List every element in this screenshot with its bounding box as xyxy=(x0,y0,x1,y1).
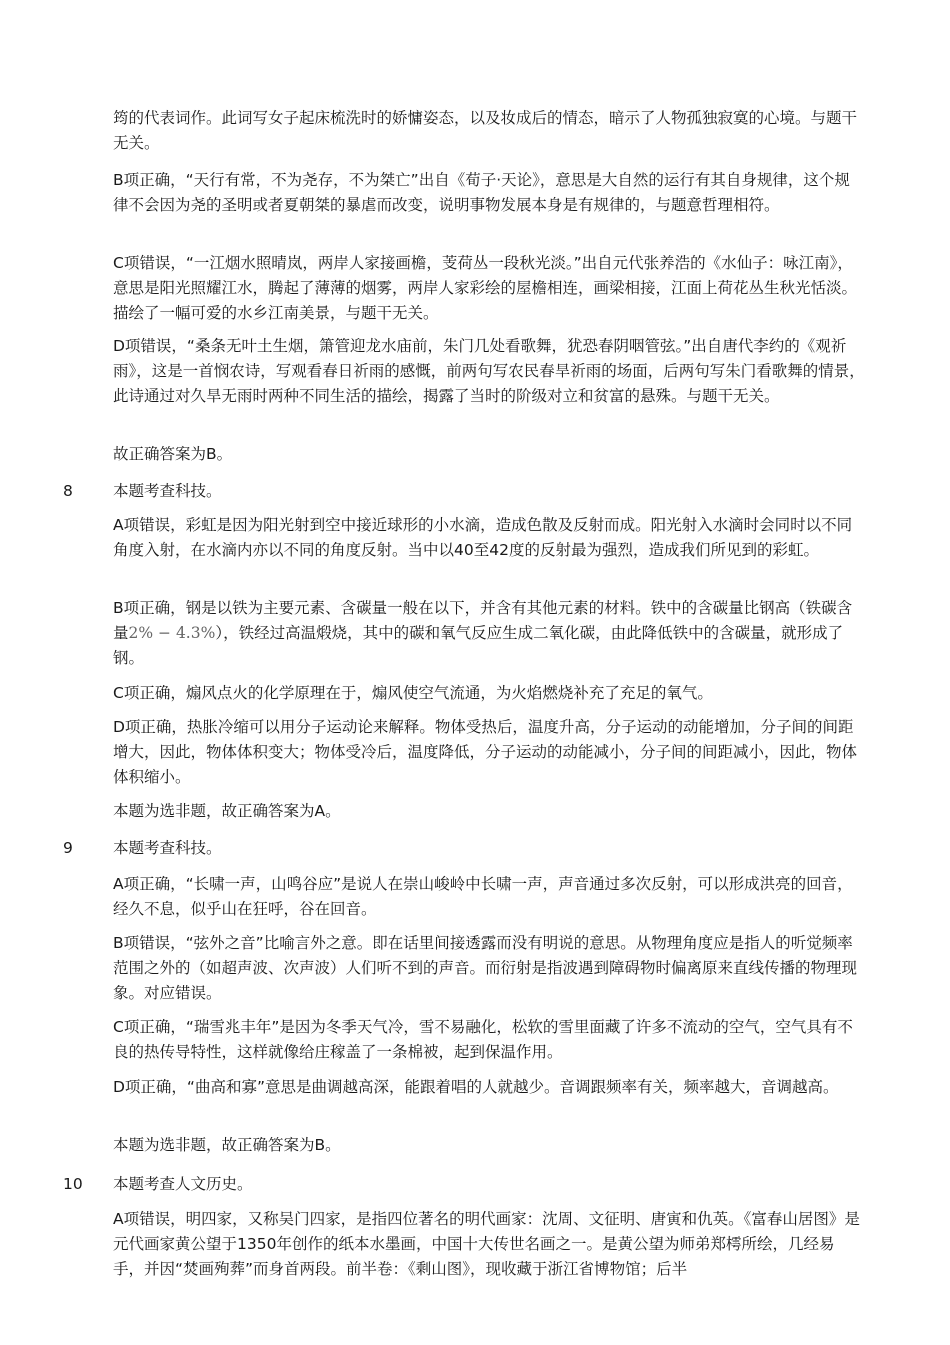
q8-title: 本题考查科技。 xyxy=(113,482,222,500)
q7-option-c: C项错误，“一江烟水照晴岚，两岸人家接画檐，芰荷丛一段秋光淡。”出自元代张养浩的《水仙子：咏江南》，意思是阳光照耀江水，腾起了薄薄的烟雾，两岸人家彩绘的屋檐相连，画梁相接，江面上荷花丛生秋光恬淡。描绘了一幅可爱的水乡江南美景，与题干无关。 xyxy=(113,254,858,322)
q9-option-b: B项错误，“弦外之音”比喻言外之意。即在话里间接透露而没有明说的意思。从物理角度应是指人的听觉频率范围之外的（如超声波、次声波）人们听不到的声音。而衍射是指波遇到障碍物时偏离原来直线传播的物理现象。对应错误。 xyxy=(113,934,858,1002)
q8-option-c: C项正确，煽风点火的化学原理在于，煽风使空气流通，为火焰燃烧补充了充足的氧气。 xyxy=(113,684,713,702)
q8-option-b-text-2: ），铁经过高温煅烧，其中的碳和氧气反应生成二氧化碳，由此降低铁中的含碳量，就形成了钢。 xyxy=(113,624,844,667)
q7-answer: 故正确答案为B。 xyxy=(113,445,233,463)
q8-number: 8 xyxy=(63,482,73,500)
q9-number: 9 xyxy=(63,839,73,857)
q9-option-a: A项正确，“长啸一声，山鸣谷应”是说人在崇山峻岭中长啸一声，声音通过多次反射，可以形成洪亮的回音，经久不息，似乎山在狂呼，谷在回音。 xyxy=(113,875,853,918)
q8-option-b xyxy=(113,596,865,671)
q8-option-a: A项错误，彩虹是因为阳光射到空中接近球形的小水滴，造成色散及反射而成。阳光射入水滴时会同时以不同角度入射，在水滴内亦以不同的角度反射。当中以40至42度的反射最为强烈，造成我们所见到的彩虹。 xyxy=(113,516,853,559)
q9-option-d: D项正确，“曲高和寡”意思是曲调越高深，能跟着唱的人就越少。音调跟频率有关，频率越大，音调越高。 xyxy=(113,1078,839,1096)
q7-option-d: D项错误，“桑条无叶土生烟，箫管迎龙水庙前，朱门几处看歌舞，犹恐春阴咽管弦。”出自唐代李约的《观祈雨》，这是一首悯农诗，写观看春日祈雨的感慨，前两句写农民春旱祈雨的场面，后两句写朱门看歌舞的情景，此诗通过对久旱无雨时两种不同生活的描绘，揭露了当时的阶级对立和贫富的悬殊。与题干无关。 xyxy=(113,337,865,405)
q10-option-a: A项错误，明四家，又称吴门四家，是指四位著名的明代画家：沈周、文征明、唐寅和仇英。《富春山居图》是元代画家黄公望于1350年创作的纸本水墨画，中国十大传世名画之一。是黄公望为师弟郑樗所绘，几经易手，并因“焚画殉葬”而身首两段。前半卷：《剩山图》，现收藏于浙江省博物馆；后半 xyxy=(113,1210,860,1278)
q9-title: 本题考查科技。 xyxy=(113,839,222,857)
q10-title: 本题考查人文历史。 xyxy=(113,1175,253,1193)
carbon-content-formula: 2% − 4.3% xyxy=(128,624,216,642)
q9-answer: 本题为选非题，故正确答案为B。 xyxy=(113,1136,341,1154)
q10-number: 10 xyxy=(63,1175,83,1193)
q8-answer: 本题为选非题，故正确答案为A。 xyxy=(113,802,341,820)
q8-option-d: D项正确，热胀冷缩可以用分子运动论来解释。物体受热后，温度升高，分子运动的动能增加，分子间的间距增大，因此，物体体积变大；物体受冷后，温度降低，分子运动的动能减小，分子间的间距减小，因此，物体体积缩小。 xyxy=(113,718,858,786)
q8-option-b-text-1: B项正确，钢是以铁为主要元素、含碳量一般在以下，并含有其他元素的材料。铁中的含碳量比钢高（铁碳含量 xyxy=(113,599,853,642)
q7-option-b: B项正确，“天行有常，不为尧存，不为桀亡”出自《荀子·天论》，意思是大自然的运行有其自身规律，这个规律不会因为尧的圣明或者夏朝桀的暴虐而改变，说明事物发展本身是有规律的，与题意哲理相符。 xyxy=(113,171,850,214)
q9-option-c: C项正确，“瑞雪兆丰年”是因为冬季天气冷，雪不易融化，松软的雪里面藏了许多不流动的空气，空气具有不良的热传导特性，这样就像给庄稼盖了一条棉被，起到保温作用。 xyxy=(113,1018,853,1061)
intro-paragraph: 筠的代表词作。此词写女子起床梳洗时的娇慵姿态，以及妆成后的情态，暗示了人物孤独寂寞的心境。与题干无关。 xyxy=(113,109,858,152)
